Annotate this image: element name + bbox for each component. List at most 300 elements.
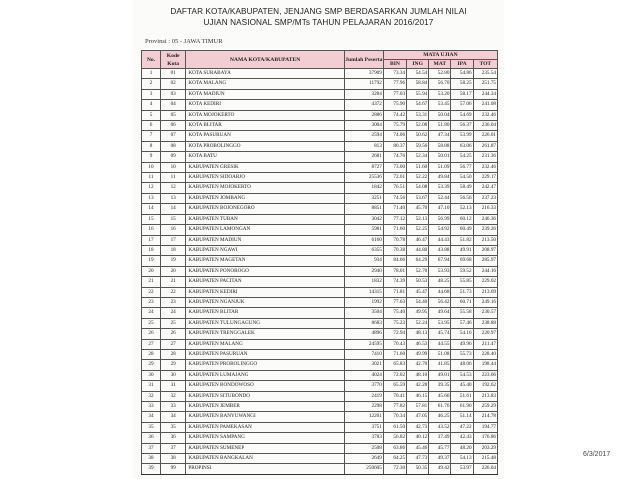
cell-ing: 46.53 bbox=[407, 339, 429, 349]
header-kode-kota: Kode Kota bbox=[161, 51, 186, 69]
cell-tot: 192.62 bbox=[473, 381, 497, 391]
cell-ing: 48.10 bbox=[407, 370, 429, 380]
cell-kode: 06 bbox=[161, 121, 186, 131]
cell-mat: 53.20 bbox=[429, 89, 451, 99]
cell-nama: KABUPATEN MALANG bbox=[186, 339, 344, 349]
cell-jumlah: 6160 bbox=[344, 235, 383, 245]
cell-nama: KOTA MOJOKERTO bbox=[186, 110, 344, 120]
header-subject-ipa: IPA bbox=[451, 60, 473, 69]
table-row bbox=[142, 339, 498, 349]
cell-nama: KABUPATEN TULUNGAGUNG bbox=[186, 318, 344, 328]
cell-kode: 33 bbox=[161, 402, 186, 412]
cell-ipa: 55.58 bbox=[451, 308, 473, 318]
cell-mat: 56.42 bbox=[429, 297, 451, 307]
cell-bin: 74.56 bbox=[383, 193, 406, 203]
cell-no: 32 bbox=[142, 391, 161, 401]
cell-ing: 42.70 bbox=[407, 360, 429, 370]
cell-tot: 229.17 bbox=[473, 173, 497, 183]
cell-tot: 213.50 bbox=[473, 235, 497, 245]
cell-kode: 18 bbox=[161, 245, 186, 255]
cell-nama: KABUPATEN TUBAN bbox=[186, 214, 344, 224]
table-row bbox=[142, 412, 498, 422]
cell-ing: 52.22 bbox=[407, 173, 429, 183]
cell-ing: 64.29 bbox=[407, 256, 429, 266]
cell-tot: 259.29 bbox=[473, 402, 497, 412]
table-row bbox=[142, 225, 498, 235]
cell-ipa: 49.91 bbox=[451, 245, 473, 255]
cell-ing: 53.31 bbox=[407, 110, 429, 120]
cell-ing: 54.54 bbox=[407, 69, 429, 79]
cell-no: 11 bbox=[142, 173, 161, 183]
table-row bbox=[142, 256, 498, 266]
cell-ipa: 54.25 bbox=[451, 152, 473, 162]
table-row bbox=[142, 69, 498, 79]
cell-ing: 54.67 bbox=[407, 100, 429, 110]
table-row bbox=[142, 391, 498, 401]
cell-ipa: 53.97 bbox=[451, 464, 473, 474]
cell-nama: KOTA MALANG bbox=[186, 79, 344, 89]
cell-ing: 57.81 bbox=[407, 402, 429, 412]
cell-no: 14 bbox=[142, 204, 161, 214]
table-row bbox=[142, 141, 498, 151]
cell-mat: 45.66 bbox=[429, 391, 451, 401]
cell-tot: 237.23 bbox=[473, 193, 497, 203]
cell-ing: 53.67 bbox=[407, 193, 429, 203]
cell-bin: 71.60 bbox=[383, 349, 406, 359]
cell-tot: 246.36 bbox=[473, 214, 497, 224]
cell-nama: KABUPATEN MAGETAN bbox=[186, 256, 344, 266]
cell-no: 33 bbox=[142, 402, 161, 412]
cell-mat: 45.74 bbox=[429, 329, 451, 339]
cell-kode: 35 bbox=[161, 422, 186, 432]
cell-ipa: 60.71 bbox=[451, 297, 473, 307]
cell-jumlah: 3770 bbox=[344, 381, 383, 391]
table-row bbox=[142, 277, 498, 287]
cell-jumlah: 2594 bbox=[344, 131, 383, 141]
cell-kode: 37 bbox=[161, 443, 186, 453]
cell-nama: KOTA SURABAYA bbox=[186, 69, 344, 79]
cell-ipa: 52.13 bbox=[451, 204, 473, 214]
cell-nama: KABUPATEN NGANJUK bbox=[186, 297, 344, 307]
cell-kode: 99 bbox=[161, 464, 186, 474]
cell-ing: 52.24 bbox=[407, 318, 429, 328]
cell-ipa: 47.22 bbox=[451, 422, 473, 432]
cell-no: 20 bbox=[142, 266, 161, 276]
cell-ipa: 48.20 bbox=[451, 443, 473, 453]
cell-tot: 211.47 bbox=[473, 339, 497, 349]
cell-kode: 05 bbox=[161, 110, 186, 120]
cell-ipa: 54.53 bbox=[451, 370, 473, 380]
cell-kode: 22 bbox=[161, 287, 186, 297]
cell-jumlah: 3284 bbox=[344, 89, 383, 99]
cell-bin: 61.50 bbox=[383, 422, 406, 432]
cell-no: 25 bbox=[142, 318, 161, 328]
table-row bbox=[142, 235, 498, 245]
cell-mat: 49.01 bbox=[429, 370, 451, 380]
table-row bbox=[142, 402, 498, 412]
cell-kode: 23 bbox=[161, 297, 186, 307]
table-row bbox=[142, 89, 498, 99]
cell-nama: KABUPATEN SAMPANG bbox=[186, 433, 344, 443]
table-row bbox=[142, 245, 498, 255]
cell-nama: KABUPATEN BONDOWOSO bbox=[186, 381, 344, 391]
cell-mat: 41.85 bbox=[429, 360, 451, 370]
cell-mat: 50.04 bbox=[429, 110, 451, 120]
cell-nama: KOTA PROBOLINGGO bbox=[186, 141, 344, 151]
cell-ing: 50.35 bbox=[407, 464, 429, 474]
cell-kode: 08 bbox=[161, 141, 186, 151]
cell-nama: KABUPATEN PASURUAN bbox=[186, 349, 344, 359]
cell-bin: 72.30 bbox=[383, 464, 406, 474]
cell-ing: 42.28 bbox=[407, 381, 429, 391]
cell-jumlah: 37909 bbox=[344, 69, 383, 79]
cell-nama: KOTA BATU bbox=[186, 152, 344, 162]
cell-tot: 198.44 bbox=[473, 360, 497, 370]
cell-nama: KABUPATEN GRESIK bbox=[186, 162, 344, 172]
table-row bbox=[142, 162, 498, 172]
cell-ing: 52.13 bbox=[407, 214, 429, 224]
cell-tot: 226.01 bbox=[473, 131, 497, 141]
header-jumlah-peserta: Jumlah Peserta bbox=[344, 51, 383, 69]
cell-no: 31 bbox=[142, 381, 161, 391]
cell-ing: 48.13 bbox=[407, 329, 429, 339]
cell-jumlah: 2940 bbox=[344, 266, 383, 276]
cell-kode: 01 bbox=[161, 69, 186, 79]
cell-jumlah: 934 bbox=[344, 256, 383, 266]
cell-nama: KABUPATEN PAMEKASAN bbox=[186, 422, 344, 432]
table-row bbox=[142, 297, 498, 307]
cell-tot: 239.26 bbox=[473, 225, 497, 235]
cell-jumlah: 250605 bbox=[344, 464, 383, 474]
cell-nama: KABUPATEN SITUBONDO bbox=[186, 391, 344, 401]
cell-ing: 49.95 bbox=[407, 308, 429, 318]
cell-ing: 46.15 bbox=[407, 391, 429, 401]
cell-bin: 75.23 bbox=[383, 318, 406, 328]
cell-tot: 285.97 bbox=[473, 256, 497, 266]
cell-mat: 56.99 bbox=[429, 214, 451, 224]
cell-kode: 36 bbox=[161, 433, 186, 443]
cell-ing: 54.08 bbox=[407, 183, 429, 193]
cell-tot: 216.33 bbox=[473, 204, 497, 214]
cell-ipa: 55.73 bbox=[451, 349, 473, 359]
cell-no: 10 bbox=[142, 162, 161, 172]
cell-bin: 70.43 bbox=[383, 339, 406, 349]
cell-nama: KABUPATEN LAMONGAN bbox=[186, 225, 344, 235]
cell-kode: 19 bbox=[161, 256, 186, 266]
cell-no: 38 bbox=[142, 454, 161, 464]
cell-nama: KOTA KEDIRI bbox=[186, 100, 344, 110]
table-row bbox=[142, 360, 498, 370]
cell-jumlah: 24595 bbox=[344, 339, 383, 349]
cell-bin: 56.82 bbox=[383, 433, 406, 443]
document-subtitle: UJIAN NASIONAL SMP/MTs TAHUN PELAJARAN 2016/2017 bbox=[203, 18, 434, 27]
cell-mat: 47.34 bbox=[429, 131, 451, 141]
cell-ing: 59.56 bbox=[407, 141, 429, 151]
cell-bin: 72.61 bbox=[383, 173, 406, 183]
cell-no: 16 bbox=[142, 225, 161, 235]
cell-bin: 77.12 bbox=[383, 214, 406, 224]
cell-bin: 70.78 bbox=[383, 235, 406, 245]
cell-no: 5 bbox=[142, 110, 161, 120]
cell-no: 7 bbox=[142, 131, 161, 141]
cell-tot: 235.54 bbox=[473, 69, 497, 79]
cell-ing: 47.73 bbox=[407, 454, 429, 464]
cell-bin: 74.42 bbox=[383, 110, 406, 120]
cell-tot: 241.08 bbox=[473, 100, 497, 110]
cell-kode: 32 bbox=[161, 391, 186, 401]
cell-nama: KABUPATEN TRENGGALEK bbox=[186, 329, 344, 339]
cell-ing: 45.47 bbox=[407, 287, 429, 297]
cell-ipa: 45.40 bbox=[451, 381, 473, 391]
cell-nama: KABUPATEN BANYUWANGI bbox=[186, 412, 344, 422]
cell-kode: 15 bbox=[161, 214, 186, 224]
cell-no: 3 bbox=[142, 89, 161, 99]
document-page bbox=[133, 0, 504, 479]
table-row bbox=[142, 464, 498, 474]
cell-tot: 242.47 bbox=[473, 183, 497, 193]
cell-no: 39 bbox=[142, 464, 161, 474]
cell-mat: 47.10 bbox=[429, 204, 451, 214]
header-subject-ing: ING bbox=[407, 60, 429, 69]
cell-kode: 17 bbox=[161, 235, 186, 245]
cell-tot: 244.16 bbox=[473, 266, 497, 276]
cell-jumlah: 14315 bbox=[344, 287, 383, 297]
cell-mat: 51.80 bbox=[429, 121, 451, 131]
cell-bin: 71.81 bbox=[383, 287, 406, 297]
table-row bbox=[142, 433, 498, 443]
cell-bin: 70.34 bbox=[383, 412, 406, 422]
cell-kode: 10 bbox=[161, 162, 186, 172]
table-row bbox=[142, 443, 498, 453]
cell-tot: 228.40 bbox=[473, 349, 497, 359]
cell-bin: 74.39 bbox=[383, 277, 406, 287]
cell-ing: 58.84 bbox=[407, 79, 429, 89]
cell-no: 23 bbox=[142, 297, 161, 307]
cell-kode: 38 bbox=[161, 454, 186, 464]
cell-ipa: 56.37 bbox=[451, 121, 473, 131]
cell-no: 36 bbox=[142, 433, 161, 443]
cell-mat: 51.09 bbox=[429, 162, 451, 172]
cell-tot: 249.16 bbox=[473, 297, 497, 307]
cell-jumlah: 1832 bbox=[344, 277, 383, 287]
cell-ing: 54.40 bbox=[407, 297, 429, 307]
cell-no: 17 bbox=[142, 235, 161, 245]
cell-jumlah: 4896 bbox=[344, 329, 383, 339]
cell-kode: 14 bbox=[161, 204, 186, 214]
cell-mat: 52.44 bbox=[429, 193, 451, 203]
cell-ing: 45.46 bbox=[407, 443, 429, 453]
cell-ipa: 57.46 bbox=[451, 318, 473, 328]
cell-nama: KOTA MADIUN bbox=[186, 89, 344, 99]
cell-ipa: 59.52 bbox=[451, 266, 473, 276]
cell-tot: 229.02 bbox=[473, 277, 497, 287]
cell-jumlah: 6355 bbox=[344, 245, 383, 255]
cell-mat: 58.88 bbox=[429, 141, 451, 151]
cell-ipa: 54.13 bbox=[451, 454, 473, 464]
cell-tot: 226.04 bbox=[473, 464, 497, 474]
cell-bin: 64.25 bbox=[383, 454, 406, 464]
cell-jumlah: 2649 bbox=[344, 454, 383, 464]
cell-tot: 220.97 bbox=[473, 329, 497, 339]
cell-ipa: 55.85 bbox=[451, 277, 473, 287]
cell-jumlah: 3504 bbox=[344, 308, 383, 318]
cell-kode: 12 bbox=[161, 183, 186, 193]
cell-no: 4 bbox=[142, 100, 161, 110]
header-subject-tot: TOT bbox=[473, 60, 497, 69]
cell-nama: KOTA PASURUAN bbox=[186, 131, 344, 141]
cell-jumlah: 1992 bbox=[344, 297, 383, 307]
cell-tot: 232.46 bbox=[473, 162, 497, 172]
cell-kode: 20 bbox=[161, 266, 186, 276]
cell-nama: KABUPATEN BANGKALAN bbox=[186, 454, 344, 464]
cell-no: 34 bbox=[142, 412, 161, 422]
cell-no: 24 bbox=[142, 308, 161, 318]
cell-bin: 70.38 bbox=[383, 245, 406, 255]
cell-mat: 37.49 bbox=[429, 433, 451, 443]
cell-mat: 43.88 bbox=[429, 245, 451, 255]
cell-ing: 44.80 bbox=[407, 245, 429, 255]
cell-mat: 49.84 bbox=[429, 173, 451, 183]
cell-mat: 48.25 bbox=[429, 277, 451, 287]
cell-nama: KABUPATEN NGAWI bbox=[186, 245, 344, 255]
cell-no: 18 bbox=[142, 245, 161, 255]
cell-jumlah: 25536 bbox=[344, 173, 383, 183]
cell-bin: 74.06 bbox=[383, 131, 406, 141]
cell-no: 13 bbox=[142, 193, 161, 203]
cell-no: 12 bbox=[142, 183, 161, 193]
cell-bin: 76.51 bbox=[383, 183, 406, 193]
table-row bbox=[142, 173, 498, 183]
cell-kode: 24 bbox=[161, 308, 186, 318]
table-row bbox=[142, 287, 498, 297]
cell-tot: 238.88 bbox=[473, 318, 497, 328]
cell-jumlah: 3251 bbox=[344, 193, 383, 203]
table-body bbox=[142, 69, 498, 475]
cell-nama: KABUPATEN SUMENEP bbox=[186, 443, 344, 453]
cell-jumlah: 8727 bbox=[344, 162, 383, 172]
cell-kode: 03 bbox=[161, 89, 186, 99]
cell-jumlah: 2419 bbox=[344, 391, 383, 401]
cell-ipa: 51.14 bbox=[451, 412, 473, 422]
cell-nama: KABUPATEN MADIUN bbox=[186, 235, 344, 245]
cell-ipa: 54.50 bbox=[451, 173, 473, 183]
cell-ing: 52.08 bbox=[407, 121, 429, 131]
cell-no: 1 bbox=[142, 69, 161, 79]
cell-jumlah: 3751 bbox=[344, 422, 383, 432]
cell-bin: 63.86 bbox=[383, 443, 406, 453]
cell-jumlah: 3004 bbox=[344, 121, 383, 131]
cell-mat: 67.94 bbox=[429, 256, 451, 266]
cell-jumlah: 2681 bbox=[344, 152, 383, 162]
cell-kode: 28 bbox=[161, 349, 186, 359]
cell-no: 9 bbox=[142, 152, 161, 162]
cell-nama: KABUPATEN MOJOKERTO bbox=[186, 183, 344, 193]
cell-jumlah: 5981 bbox=[344, 225, 383, 235]
cell-no: 21 bbox=[142, 277, 161, 287]
cell-mat: 53.93 bbox=[429, 266, 451, 276]
cell-tot: 213.69 bbox=[473, 287, 497, 297]
cell-jumlah: 8851 bbox=[344, 204, 383, 214]
cell-kode: 02 bbox=[161, 79, 186, 89]
cell-ing: 40.12 bbox=[407, 433, 429, 443]
cell-ipa: 60.12 bbox=[451, 214, 473, 224]
cell-jumlah: 2886 bbox=[344, 110, 383, 120]
cell-ipa: 63.06 bbox=[451, 141, 473, 151]
table-row bbox=[142, 204, 498, 214]
cell-jumlah: 8683 bbox=[344, 318, 383, 328]
cell-ing: 42.73 bbox=[407, 422, 429, 432]
cell-mat: 43.52 bbox=[429, 422, 451, 432]
cell-ipa: 58.49 bbox=[451, 183, 473, 193]
cell-no: 2 bbox=[142, 79, 161, 89]
cell-ipa: 51.82 bbox=[451, 235, 473, 245]
table-row bbox=[142, 454, 498, 464]
cell-no: 15 bbox=[142, 214, 161, 224]
cell-kode: 25 bbox=[161, 318, 186, 328]
table-row bbox=[142, 381, 498, 391]
cell-ing: 47.05 bbox=[407, 412, 429, 422]
cell-mat: 50.01 bbox=[429, 152, 451, 162]
table-row bbox=[142, 131, 498, 141]
cell-ipa: 60.49 bbox=[451, 225, 473, 235]
cell-bin: 84.06 bbox=[383, 256, 406, 266]
cell-bin: 77.96 bbox=[383, 79, 406, 89]
cell-bin: 78.01 bbox=[383, 266, 406, 276]
cell-tot: 223.66 bbox=[473, 370, 497, 380]
cell-kode: 13 bbox=[161, 193, 186, 203]
cell-ipa: 56.56 bbox=[451, 193, 473, 203]
table-row bbox=[142, 183, 498, 193]
cell-ipa: 61.90 bbox=[451, 402, 473, 412]
cell-jumlah: 4024 bbox=[344, 370, 383, 380]
cell-no: 27 bbox=[142, 339, 161, 349]
cell-tot: 176.86 bbox=[473, 433, 497, 443]
cell-nama: KABUPATEN KEDIRI bbox=[186, 287, 344, 297]
cell-ipa: 51.73 bbox=[451, 287, 473, 297]
table-row bbox=[142, 329, 498, 339]
cell-tot: 244.34 bbox=[473, 89, 497, 99]
document-title: DAFTAR KOTA/KABUPATEN, JENJANG SMP BERDASARKAN JUMLAH NILAI bbox=[170, 7, 467, 16]
cell-jumlah: 3021 bbox=[344, 360, 383, 370]
table-row bbox=[142, 152, 498, 162]
cell-nama: KABUPATEN JEMBER bbox=[186, 402, 344, 412]
cell-kode: 29 bbox=[161, 360, 186, 370]
cell-tot: 203.29 bbox=[473, 443, 497, 453]
table-row bbox=[142, 349, 498, 359]
cell-nama: KABUPATEN LUMAJANG bbox=[186, 370, 344, 380]
cell-nama: KABUPATEN JOMBANG bbox=[186, 193, 344, 203]
cell-kode: 34 bbox=[161, 412, 186, 422]
cell-ing: 50.53 bbox=[407, 277, 429, 287]
cell-ipa: 58.25 bbox=[451, 79, 473, 89]
cell-no: 8 bbox=[142, 141, 161, 151]
cell-mat: 53.95 bbox=[429, 318, 451, 328]
cell-bin: 73.00 bbox=[383, 162, 406, 172]
cell-jumlah: 3042 bbox=[344, 214, 383, 224]
table-row bbox=[142, 100, 498, 110]
cell-jumlah: 12201 bbox=[344, 412, 383, 422]
cell-bin: 75.79 bbox=[383, 121, 406, 131]
cell-kode: 30 bbox=[161, 370, 186, 380]
cell-jumlah: 4372 bbox=[344, 100, 383, 110]
cell-jumlah: 3783 bbox=[344, 433, 383, 443]
cell-tot: 231.36 bbox=[473, 152, 497, 162]
cell-tot: 261.87 bbox=[473, 141, 497, 151]
cell-ing: 52.25 bbox=[407, 225, 429, 235]
cell-bin: 80.37 bbox=[383, 141, 406, 151]
cell-mat: 56.70 bbox=[429, 79, 451, 89]
cell-bin: 71.60 bbox=[383, 225, 406, 235]
